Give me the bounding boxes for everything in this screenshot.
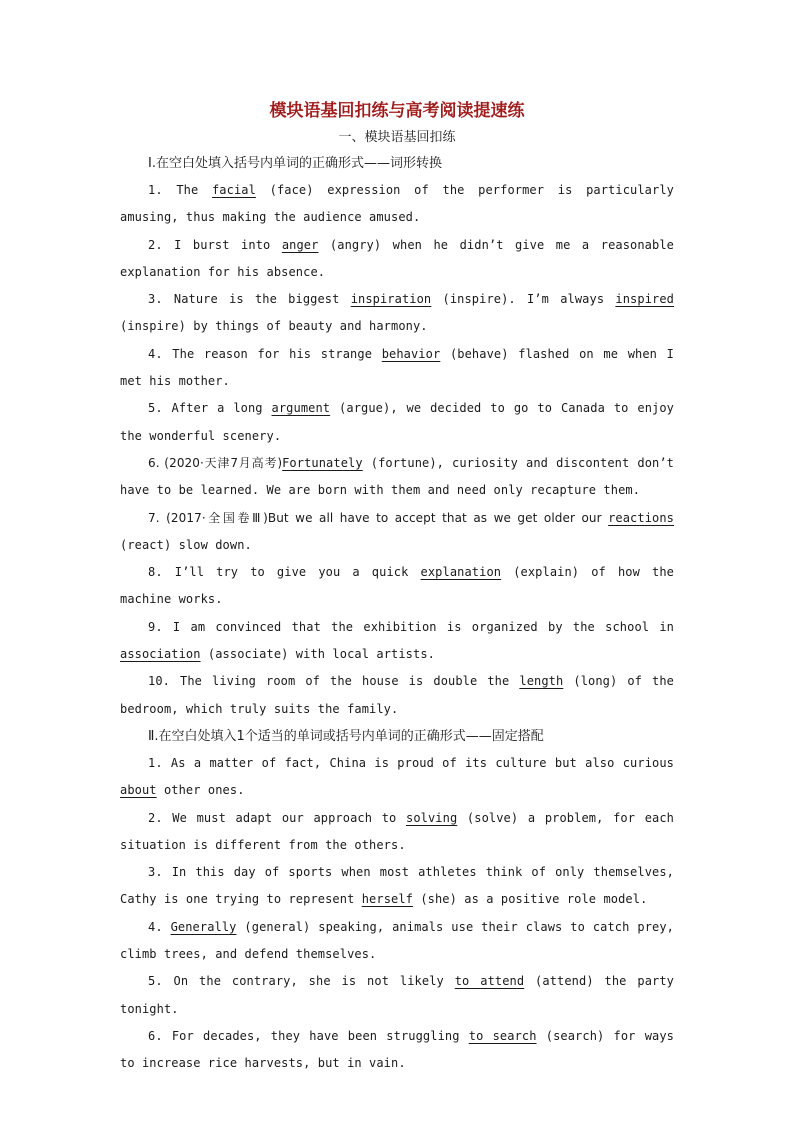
answer-blank: inspiration (350, 292, 432, 307)
exercise-item: 4. Generally (general) speaking, animals use their claws to catch prey, climb trees, and defend themselves. (120, 919, 674, 962)
answer-blank: herself (361, 892, 413, 907)
exercise-item: 5. On the contrary, she is not likely to attend (attend) the party tonight. (120, 974, 674, 1016)
exercise-item: 2. I burst into anger (angry) when he didn’t give me a reasonable explanation for his absence. (120, 237, 674, 279)
section-heading-2: Ⅱ.在空白处填入1个适当的单词或括号内单词的正确形式——固定搭配 (148, 728, 544, 744)
exercise-item: 1. As a matter of fact, China is proud of its culture but also curious about other ones. (120, 755, 674, 798)
answer-blank: Generally (170, 919, 237, 934)
exercise-item: 6. (2020·天津7月高考)Fortunately (fortune), curiosity and discontent don’t have to be learned. We are born with them and need only recapture them. (120, 455, 674, 498)
answer-blank: about (120, 783, 157, 798)
exercise-item: 8. I’ll try to give you a quick explanation (explain) of how the machine works. (120, 565, 674, 607)
exercise-item: 4. The reason for his strange behavior (behave) flashed on me when I met his mother. (120, 346, 674, 389)
answer-blank: argument (271, 401, 331, 416)
answer-blank: Fortunately (282, 455, 363, 470)
answer-blank: explanation (420, 565, 502, 580)
answer-blank: to attend (454, 974, 525, 989)
answer-blank: inspired (615, 292, 674, 307)
exercise-item: 3. In this day of sports when most athletes think of only themselves, Cathy is one trying to represent herself (she) as a positive role model. (120, 865, 674, 907)
answer-blank: to search (468, 1028, 537, 1043)
exercise-item: 7. (2017·全国卷Ⅲ)But we all have to accept that as we get older our reactions (react) slow down. (120, 510, 674, 552)
exercise-item: 9. I am convinced that the exhibition is organized by the school in association (associate) with local artists. (120, 619, 674, 662)
answer-blank: facial (211, 183, 256, 197)
answer-blank: behavior (381, 346, 441, 361)
answer-blank: length (519, 674, 564, 689)
exercise-item: 1. The facial (face) expression of the performer is particularly amusing, thus making the audience amused. (120, 183, 674, 225)
exercise-item: 6. For decades, they have been struggling to search (search) for ways to increase rice harvests, but in vain. (120, 1028, 675, 1071)
answer-blank: association (120, 647, 201, 662)
answer-blank: reactions (608, 510, 674, 525)
part-heading: 一、模块语基回扣练 (338, 130, 456, 145)
exercise-item: 5. After a long argument (argue), we decided to go to Canada to enjoy the wonderful scenery. (120, 401, 674, 443)
answer-blank: anger (281, 237, 319, 252)
exercise-item: 10. The living room of the house is double the length (long) of the bedroom, which truly suits the family. (120, 674, 675, 716)
answer-blank: solving (406, 810, 458, 825)
document-title: 模块语基回扣练与高考阅读提速练 (269, 101, 525, 121)
exercise-item: 2. We must adapt our approach to solving (solve) a problem, for each situation is different from the others. (120, 810, 674, 852)
exercise-item: 3. Nature is the biggest inspiration (inspire). I’m always inspired (inspire) by things of beauty and harmony. (120, 292, 674, 334)
section-heading-1: Ⅰ.在空白处填入括号内单词的正确形式——词形转换 (148, 156, 442, 171)
document-page (120, 98, 674, 1078)
